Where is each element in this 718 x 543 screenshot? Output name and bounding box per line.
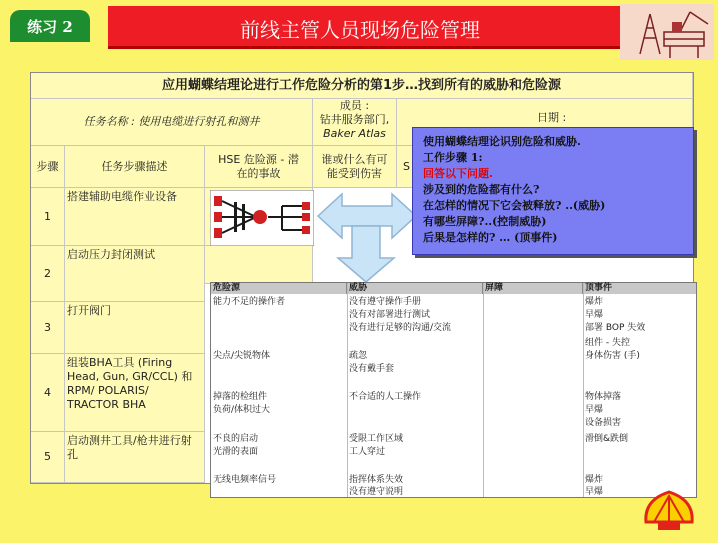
- row-num-3: 3: [31, 302, 65, 354]
- member-label: 成员 :: [339, 99, 370, 112]
- instruction-callout: [412, 127, 694, 255]
- exercise-label: 练习 2: [27, 17, 73, 36]
- member-company: Baker Atlas: [323, 127, 386, 140]
- oil-rig-icon: [620, 4, 714, 60]
- ws-threat: 没有遵守说明: [349, 487, 404, 497]
- ws-top-event: 爆炸: [585, 297, 604, 307]
- col-who: 谁或什么有可能受到伤害: [313, 146, 397, 188]
- ws-hazard: 不良的启动: [213, 434, 259, 444]
- row-num-1: 1: [31, 188, 65, 246]
- col-step: 步骤: [31, 146, 65, 188]
- ws-threat: 没有进行足够的沟通/交流: [349, 323, 452, 333]
- left-rail: [0, 46, 28, 543]
- ws-hazard: 负荷/体积过大: [213, 405, 271, 415]
- ws-threat: 工人穿过: [349, 447, 386, 457]
- ws-header-barrier: 屏障: [483, 283, 583, 294]
- bowtie-worksheet: [210, 282, 697, 498]
- ws-header-hazard: 危险源: [211, 283, 347, 294]
- col-s: S: [397, 146, 417, 188]
- page-title: 前线主管人员现场危险管理: [240, 17, 480, 42]
- member-dept: 钻井服务部门,: [319, 113, 390, 126]
- row-num-2: 2: [31, 246, 65, 302]
- callout-line-5: 在怎样的情况下它会被释放? ..(威胁): [423, 199, 606, 212]
- ws-threat: 疏忽: [349, 351, 368, 361]
- ws-top-event: 早爆: [585, 405, 604, 415]
- ws-threat: 没有对部署进行测试: [349, 310, 431, 320]
- ws-top-event: 滑倒&跌倒: [585, 434, 629, 444]
- ws-hazard: 光滑的表面: [213, 447, 259, 457]
- ws-top-event: 早爆: [585, 487, 604, 497]
- ws-hazard: 无线电频率信号: [213, 475, 277, 485]
- bowtie-diagram-icon: [210, 190, 314, 246]
- ws-top-event: 身体伤害 (手): [585, 351, 640, 361]
- table-title: 应用蝴蝶结理论进行工作危险分析的第1步…找到所有的威胁和危险源: [31, 73, 693, 99]
- ws-top-event: 爆炸: [585, 475, 604, 485]
- ws-threat: 受限工作区域: [349, 434, 404, 444]
- ws-threat: 没有戴手套: [349, 364, 395, 374]
- row-desc-2: 启动压力封闭测试: [65, 246, 205, 302]
- ws-top-event: 组件 - 失控: [585, 338, 630, 348]
- row-desc-5: 启动测井工具/枪井进行射孔: [65, 432, 205, 483]
- ws-top-event: 早爆: [585, 310, 604, 320]
- ws-hazard: 尖点/尖锐物体: [213, 351, 271, 361]
- callout-line-3: 回答以下问题.: [423, 167, 493, 180]
- callout-line-1: 使用蝴蝶结理论识别危险和威胁.: [423, 135, 581, 148]
- member-cell: [313, 99, 397, 146]
- ws-hazard: 能力不足的操作者: [213, 297, 286, 307]
- ws-top-event: 设备损害: [585, 418, 622, 428]
- ws-threat: 不合适的人工操作: [349, 392, 422, 402]
- col-desc: 任务步骤描述: [65, 146, 205, 188]
- ws-hazard: 掉落的检组件: [213, 392, 268, 402]
- callout-line-6: 有哪些屏障?..(控制威胁): [423, 215, 547, 228]
- exercise-tab[interactable]: [10, 10, 90, 42]
- callout-line-4: 涉及到的危险都有什么?: [423, 183, 540, 196]
- row-desc-4: 组装BHA工具 (Firing Head, Gun, GR/CCL) 和 RPM/ POLARIS/ TRACTOR BHA: [65, 354, 205, 432]
- ws-top-event: 物体掉落: [585, 392, 622, 402]
- callout-line-2: 工作步骤 1:: [423, 151, 483, 164]
- row-desc-1: 搭建辅助电缆作业设备: [65, 188, 205, 246]
- ws-header-top-event: 顶事件: [583, 283, 696, 294]
- col-hse: HSE 危险源 - 潜在的事故: [205, 146, 313, 188]
- row-num-4: 4: [31, 354, 65, 432]
- ws-header-threat: 威胁: [347, 283, 483, 294]
- ws-top-event: 部署 BOP 失效: [585, 323, 646, 333]
- callout-line-7: 后果是怎样的? … (顶事件): [423, 231, 558, 244]
- task-name: 任务名称 : 使用电缆进行射孔和测井: [31, 99, 313, 146]
- row-hse-2: [205, 246, 313, 284]
- row-desc-3: 打开阀门: [65, 302, 205, 354]
- shell-logo-icon: [640, 486, 698, 534]
- date-label: 日期 :: [537, 111, 567, 124]
- ws-threat: 指挥体系失效: [349, 475, 404, 485]
- row-num-5: 5: [31, 432, 65, 483]
- ws-threat: 没有遵守操作手册: [349, 297, 422, 307]
